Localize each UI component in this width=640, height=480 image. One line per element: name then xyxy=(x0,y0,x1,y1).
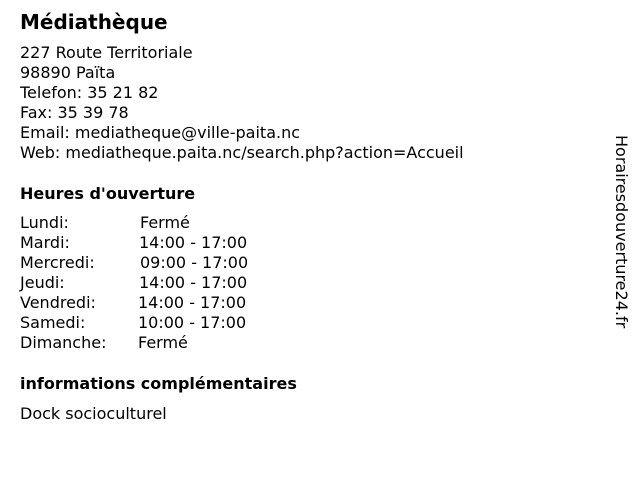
additional-info-heading: informations complémentaires xyxy=(20,374,297,393)
site-watermark: Horairesdouverture24.fr xyxy=(612,135,631,329)
additional-info-text: Dock socioculturel xyxy=(20,404,167,423)
day-label: Mardi: xyxy=(20,233,70,252)
time-value: 09:00 - 17:00 xyxy=(140,253,249,272)
day-label: Mercredi: xyxy=(20,253,95,272)
contact-block xyxy=(20,43,464,163)
time-value: 14:00 - 17:00 xyxy=(139,273,248,292)
time-value: 14:00 - 17:00 xyxy=(139,233,248,252)
time-value: Fermé xyxy=(138,333,188,352)
day-label: Vendredi: xyxy=(20,293,96,312)
email-address: Email: mediatheque@ville-paita.nc xyxy=(20,123,301,142)
address-city: 98890 Païta xyxy=(20,63,116,82)
opening-hours-heading: Heures d'ouverture xyxy=(20,184,196,203)
address-street: 227 Route Territoriale xyxy=(20,43,193,62)
day-label: Jeudi: xyxy=(20,273,65,292)
fax-number: Fax: 35 39 78 xyxy=(20,103,129,122)
time-value: 14:00 - 17:00 xyxy=(138,293,247,312)
day-label: Lundi: xyxy=(20,213,69,232)
time-value: 10:00 - 17:00 xyxy=(138,313,247,332)
website-address: Web: mediatheque.paita.nc/search.php?action=Accueil xyxy=(20,143,464,162)
phone-number: Telefon: 35 21 82 xyxy=(20,83,159,102)
page-title: Médiathèque xyxy=(20,10,168,34)
day-label: Samedi: xyxy=(20,313,86,332)
time-value: Fermé xyxy=(140,213,190,232)
day-label: Dimanche: xyxy=(20,333,107,352)
